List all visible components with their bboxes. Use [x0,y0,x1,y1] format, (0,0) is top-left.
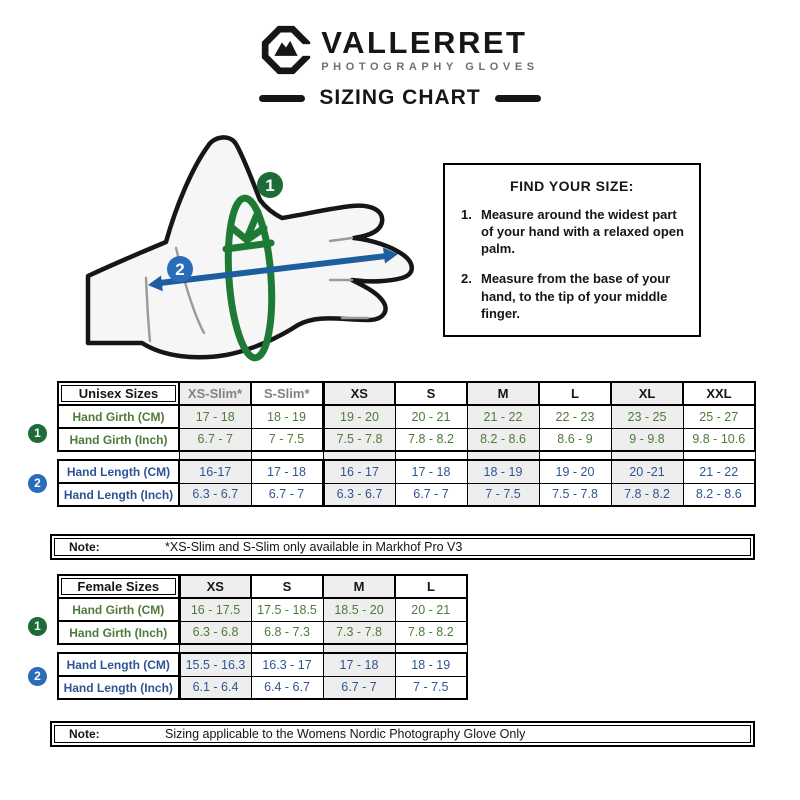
find-your-size-title: FIND YOUR SIZE: [510,178,634,194]
female-note-label: Note: [69,727,100,741]
table-row [58,405,755,428]
spacer-cell [179,451,251,460]
size-column-header: S-Slim* [251,382,323,405]
size-column-header: S [251,575,323,598]
size-value-cell: 6.7 - 7 [395,483,467,506]
title-row [0,86,800,110]
unisex-note-box [50,534,755,560]
spacer-cell [395,644,467,653]
spacer-cell [251,644,323,653]
spacer-cell [611,451,683,460]
table-spacer-row [58,451,755,460]
size-value-cell: 7.5 - 7.8 [539,483,611,506]
brand-header [0,24,800,76]
female-note-box [50,721,755,747]
size-column-header: XL [611,382,683,405]
size-value-cell: 20 - 21 [395,598,467,621]
size-value-cell: 17 - 18 [395,460,467,483]
size-value-cell: 7.3 - 7.8 [323,621,395,644]
size-value-cell: 9.8 - 10.6 [683,428,755,451]
step-text: Measure from the base of your hand, to the tip of your middle finger. [481,271,671,321]
size-value-cell: 6.3 - 6.7 [179,483,251,506]
step-number: 2. [461,271,472,287]
spacer-cell [539,451,611,460]
size-value-cell: 18 - 19 [395,653,467,676]
size-value-cell: 18.5 - 20 [323,598,395,621]
unisex-note-label: Note: [69,540,100,554]
row-label: Hand Girth (Inch) [58,428,179,451]
instruction-steps [461,206,689,322]
length-badge [167,256,193,282]
size-value-cell: 18 - 19 [467,460,539,483]
table-row [58,598,467,621]
size-column-header: M [467,382,539,405]
size-value-cell: 6.3 - 6.7 [323,483,395,506]
table-title: Female Sizes [58,575,179,598]
female-length-badge: 2 [28,667,47,686]
table-title: Unisex Sizes [58,382,179,405]
row-label: Hand Length (CM) [58,653,179,676]
unisex-girth-badge: 1 [28,424,47,443]
size-value-cell: 21 - 22 [467,405,539,428]
mountain-icon [275,41,298,56]
row-label: Hand Girth (CM) [58,405,179,428]
size-value-cell: 7.8 - 8.2 [611,483,683,506]
spacer-cell [683,451,755,460]
unisex-size-table [57,381,756,507]
brand-name: VALLERRET [321,25,528,60]
size-value-cell: 6.7 - 7 [179,428,251,451]
female-size-table [57,574,468,700]
step-text: Measure around the widest part of your hand with a relaxed open palm. [481,207,684,257]
female-note-text: Sizing applicable to the Womens Nordic Photography Glove Only [165,727,526,741]
size-value-cell: 8.2 - 8.6 [467,428,539,451]
size-value-cell: 8.2 - 8.6 [683,483,755,506]
length-badge-number: 2 [175,260,185,279]
size-value-cell: 19 - 20 [539,460,611,483]
size-column-header: L [539,382,611,405]
brand-tagline: PHOTOGRAPHY GLOVES [321,61,539,73]
size-value-cell: 18 - 19 [251,405,323,428]
table-row [58,460,755,483]
title-dash-left [259,95,305,102]
size-value-cell: 23 - 25 [611,405,683,428]
size-value-cell: 15.5 - 16.3 [179,653,251,676]
size-column-header: XS [323,382,395,405]
table-row [58,676,467,699]
size-column-header: XS [179,575,251,598]
girth-badge-number: 1 [265,176,275,195]
size-column-header: XXL [683,382,755,405]
spacer-cell [58,644,179,653]
size-value-cell: 17 - 18 [323,653,395,676]
table-row [58,653,467,676]
spacer-cell [251,451,323,460]
table-row [58,428,755,451]
size-value-cell: 16 - 17 [323,460,395,483]
size-value-cell: 6.3 - 6.8 [179,621,251,644]
size-value-cell: 20 -21 [611,460,683,483]
size-value-cell: 20 - 21 [395,405,467,428]
size-value-cell: 6.4 - 6.7 [251,676,323,699]
size-value-cell: 7.8 - 8.2 [395,428,467,451]
spacer-cell [323,644,395,653]
spacer-cell [395,451,467,460]
size-value-cell: 16-17 [179,460,251,483]
size-column-header: L [395,575,467,598]
size-value-cell: 25 - 27 [683,405,755,428]
size-value-cell: 6.8 - 7.3 [251,621,323,644]
unisex-length-badge: 2 [28,474,47,493]
row-label: Hand Girth (Inch) [58,621,179,644]
step-number: 1. [461,207,472,222]
girth-badge [257,172,283,198]
instruction-step [461,206,689,257]
spacer-cell [323,451,395,460]
size-value-cell: 16.3 - 17 [251,653,323,676]
size-column-header: M [323,575,395,598]
size-value-cell: 7 - 7.5 [467,483,539,506]
size-value-cell: 7 - 7.5 [251,428,323,451]
row-label: Hand Length (Inch) [58,483,179,506]
size-value-cell: 19 - 20 [323,405,395,428]
size-value-cell: 16 - 17.5 [179,598,251,621]
size-value-cell: 22 - 23 [539,405,611,428]
size-value-cell: 6.7 - 7 [323,676,395,699]
table-row [58,483,755,506]
size-value-cell: 17 - 18 [251,460,323,483]
spacer-cell [467,451,539,460]
size-value-cell: 7 - 7.5 [395,676,467,699]
size-value-cell: 17 - 18 [179,405,251,428]
size-value-cell: 21 - 22 [683,460,755,483]
table-row [58,621,467,644]
table-spacer-row [58,644,467,653]
spacer-cell [179,644,251,653]
row-label: Hand Length (CM) [58,460,179,483]
vallerret-logo-icon [261,24,311,76]
female-girth-badge: 1 [28,617,47,636]
spacer-cell [58,451,179,460]
hand-measurement-illustration [80,128,420,368]
size-value-cell: 17.5 - 18.5 [251,598,323,621]
size-value-cell: 6.7 - 7 [251,483,323,506]
title-dash-right [495,95,541,102]
instruction-step [461,270,689,321]
row-label: Hand Length (Inch) [58,676,179,699]
size-value-cell: 8.6 - 9 [539,428,611,451]
find-your-size-box [443,163,701,337]
row-label: Hand Girth (CM) [58,598,179,621]
size-value-cell: 6.1 - 6.4 [179,676,251,699]
page-title: SIZING CHART [319,86,481,109]
size-column-header: S [395,382,467,405]
size-value-cell: 7.5 - 7.8 [323,428,395,451]
size-value-cell: 9 - 9.8 [611,428,683,451]
unisex-note-text: *XS-Slim and S-Slim only available in Markhof Pro V3 [165,540,463,554]
size-column-header: XS-Slim* [179,382,251,405]
size-value-cell: 7.8 - 8.2 [395,621,467,644]
